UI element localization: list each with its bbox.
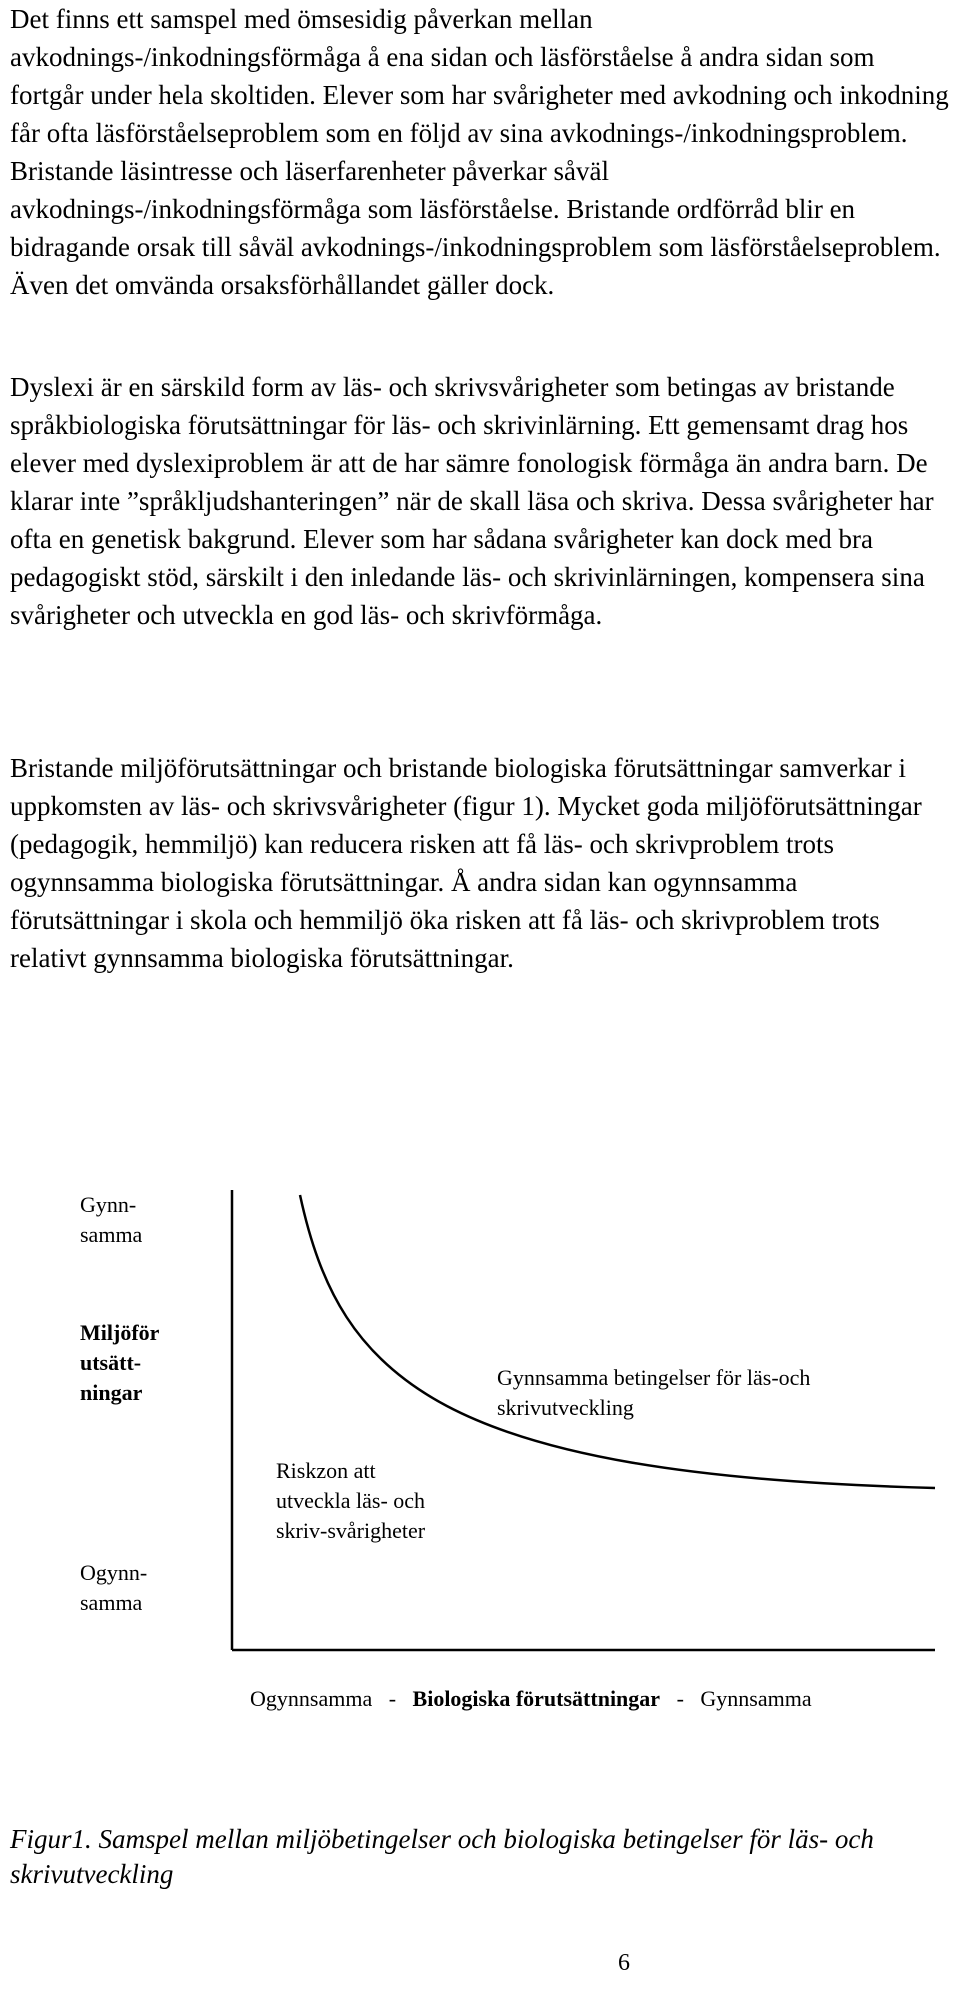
risk-zone-label: Riskzon att utveckla läs- och skriv-svårigheter <box>276 1458 426 1543</box>
y-axis-bottom-label: Ogynn-samma <box>80 1560 148 1615</box>
x-axis-separator-right: - <box>676 1686 684 1711</box>
x-axis-right-label: Gynnsamma <box>700 1686 812 1711</box>
risk-boundary-curve <box>300 1195 935 1488</box>
paragraph-1: Det finns ett samspel med ömsesidig påverkan mellan avkodnings-/inkodningsförmåga å ena sidan och läsförståelse å andra sidan som fortgår under hela skoltiden. Elever som har svårigheter med avkodning och inkodning får ofta läsförståelseproblem som en följd av sina avkodnings-/inkodningsproblem. Bristande läsintresse och läserfarenheter påverkar såväl avkodnings-/inkodningsförmåga som läsförståelse. Bristande ordförråd blir en bidragande orsak till såväl avkodnings-/inkodningsproblem som läsförståelseproblem. Även det omvända orsaksförhållandet gäller dock. <box>10 4 949 300</box>
paragraph-3: Bristande miljöförutsättningar och bristande biologiska förutsättningar samverkar i uppkomsten av läs- och skrivsvårigheter (figur 1). Mycket goda miljöförutsättningar (pedagogik, hemmiljö) kan reducera risken att få läs- och skrivproblem trots ogynnsamma biologiska förutsättningar. Å andra sidan kan ogynnsamma förutsättningar i skola och hemmiljö öka risken att få läs- och skrivproblem trots relativt gynnsamma biologiska förutsättningar. <box>10 753 922 973</box>
x-axis-separator-left: - <box>388 1686 397 1711</box>
x-axis-left-label: Ogynnsamma <box>250 1686 373 1711</box>
x-axis-title: Biologiska förutsättningar <box>412 1686 661 1711</box>
y-axis-title: Miljöför utsätt-ningar <box>80 1320 160 1405</box>
page-number: 6 <box>618 1950 630 1976</box>
x-axis-labels <box>250 1684 812 1714</box>
figure-1 <box>0 1170 960 1730</box>
figure-caption: Figur1. Samspel mellan miljöbetingelser och biologiska betingelser för läs- och skrivutveckling <box>10 1824 874 1889</box>
favorable-region-label: Gynnsamma betingelser för läs-och skrivutveckling <box>497 1365 811 1420</box>
y-axis-top-label: Gynn-samma <box>80 1192 143 1247</box>
paragraph-2: Dyslexi är en särskild form av läs- och skrivsvårigheter som betingas av bristande språkbiologiska förutsättningar för läs- och skrivinlärning. Ett gemensamt drag hos elever med dyslexiproblem är att de har sämre fonologisk förmåga än andra barn. De klarar inte ”språkljudshanteringen” när de skall läsa och skriva. Dessa svårigheter har ofta en genetisk bakgrund. Elever som har sådana svårigheter kan dock med bra pedagogiskt stöd, särskilt i den inledande läs- och skrivinlärningen, kompensera sina svårigheter och utveckla en god läs- och skrivförmåga. <box>10 372 934 630</box>
figure-graphic <box>0 1170 960 1730</box>
